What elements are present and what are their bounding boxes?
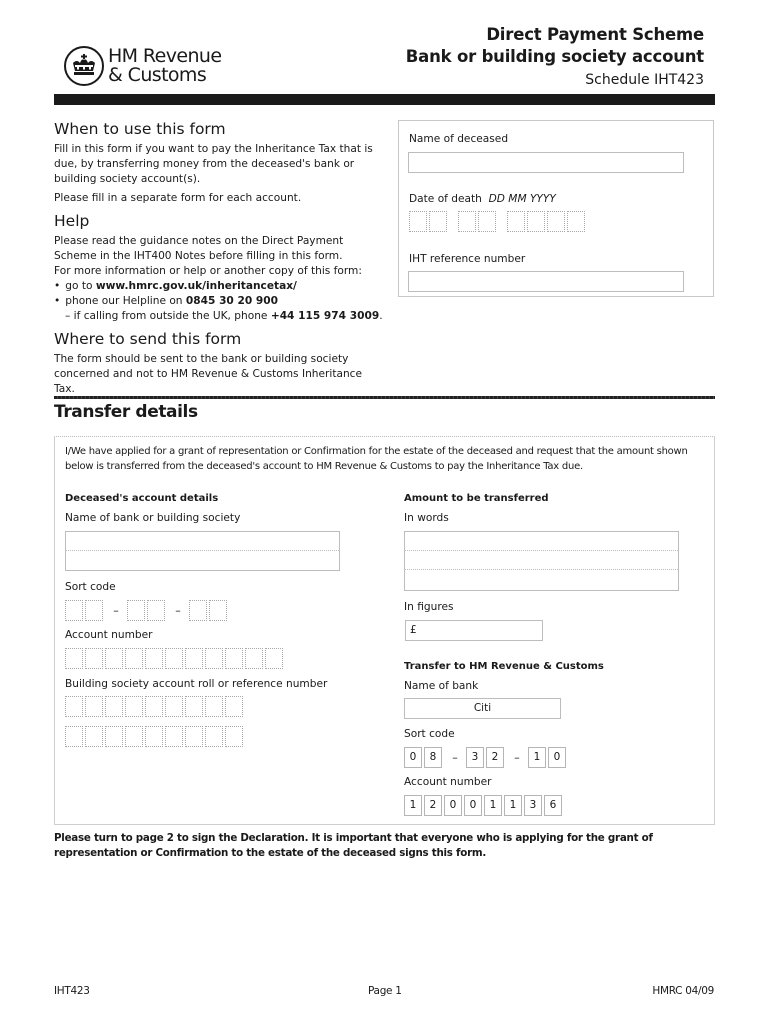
form-title-block (406, 24, 704, 91)
account-number-cell[interactable] (145, 648, 163, 669)
account-digit: 0 (444, 795, 462, 816)
help-phone-prefix: phone our Helpline on (65, 295, 186, 307)
sort-code-separator: – (113, 604, 119, 617)
hmrc-bank-name-field: Citi (404, 698, 561, 719)
amount-figures-label: In figures (404, 601, 454, 613)
roll-reference-cell[interactable] (85, 726, 103, 747)
hmrc-logo (64, 46, 221, 86)
account-digit: 1 (404, 795, 422, 816)
roll-reference-cell[interactable] (165, 726, 183, 747)
deceased-account-number-input[interactable] (65, 648, 285, 669)
date-of-death-text: Date of death (409, 193, 482, 205)
sort-code-cell[interactable] (127, 600, 145, 621)
account-number-cell[interactable] (205, 648, 223, 669)
dod-day-1[interactable] (409, 211, 427, 232)
name-of-deceased-label: Name of deceased (409, 133, 509, 145)
overseas-number: +44 115 974 3009 (270, 310, 380, 322)
hmrc-account-number-label: Account number (404, 776, 492, 788)
roll-reference-cell[interactable] (105, 726, 123, 747)
roll-reference-input-line-1[interactable] (65, 696, 245, 717)
sort-code-cell[interactable] (65, 600, 83, 621)
amount-in-figures-input[interactable] (405, 620, 543, 641)
bank-name-line-2[interactable] (66, 551, 339, 570)
dod-month-2[interactable] (478, 211, 496, 232)
logo-line-2: & Customs (108, 64, 207, 86)
deceased-sort-code-label: Sort code (65, 581, 116, 593)
header-divider (54, 94, 715, 105)
date-of-death-input[interactable] (409, 211, 587, 232)
dod-year-1[interactable] (507, 211, 525, 232)
account-number-cell[interactable] (125, 648, 143, 669)
account-digit: 1 (504, 795, 522, 816)
hmrc-transfer-heading: Transfer to HM Revenue & Customs (404, 661, 604, 672)
help-paragraph-1: Please read the guidance notes on the Direct Payment Scheme in the IHT400 Notes before filling in this form. (54, 235, 344, 262)
sort-code-digit: 8 (424, 747, 442, 768)
info-panel (54, 118, 384, 401)
roll-reference-cell[interactable] (225, 726, 243, 747)
roll-reference-cell[interactable] (205, 696, 223, 717)
overseas-suffix: . (379, 310, 383, 322)
amount-words-line-2[interactable] (405, 551, 678, 570)
roll-reference-cell[interactable] (185, 726, 203, 747)
iht-reference-label: IHT reference number (409, 253, 526, 265)
footer-form-id: IHT423 (54, 985, 90, 997)
logo-line-1: HM Revenue (108, 45, 222, 67)
form-subtitle: Bank or building society account (405, 47, 704, 66)
amount-words-line-1[interactable] (405, 532, 678, 551)
account-number-cell[interactable] (85, 648, 103, 669)
help-web-prefix: go to (65, 280, 96, 292)
amount-in-words-input[interactable] (404, 531, 679, 591)
account-number-cell[interactable] (185, 648, 203, 669)
help-item-overseas (54, 309, 384, 324)
roll-reference-input-line-2[interactable] (65, 726, 245, 747)
dod-year-4[interactable] (567, 211, 585, 232)
bank-name-line-1[interactable] (66, 532, 339, 551)
sort-code-digit: 1 (528, 747, 546, 768)
schedule-label: Schedule IHT423 (585, 72, 704, 88)
account-number-cell[interactable] (225, 648, 243, 669)
transfer-declaration-text: I/We have applied for a grant of representation or Confirmation for the estate of the deceased and request that the amount shown below is transferred from the deceased's account to HM Revenue & Customs to pay the Inheritance Tax due. (65, 446, 688, 472)
dod-year-3[interactable] (547, 211, 565, 232)
help-paragraph-2: For more information or help or another copy of this form: (54, 265, 362, 277)
when-paragraph-2: Please fill in a separate form for each account. (54, 192, 302, 204)
hmrc-website-link[interactable]: www.hmrc.gov.uk/inheritancetax/ (95, 280, 297, 292)
roll-reference-cell[interactable] (125, 726, 143, 747)
account-number-cell[interactable] (265, 648, 283, 669)
section-divider (54, 396, 715, 399)
iht-reference-input[interactable] (408, 271, 684, 292)
roll-reference-cell[interactable] (105, 696, 123, 717)
deceased-bank-name-input[interactable] (65, 531, 340, 571)
account-digit: 6 (544, 795, 562, 816)
hmrc-account-number-field (404, 795, 564, 816)
deceased-account-heading: Deceased's account details (65, 493, 219, 504)
bank-name-label: Name of bank or building society (65, 512, 241, 524)
help-item-web (54, 279, 384, 294)
roll-reference-label: Building society account roll or reference number (65, 678, 328, 690)
deceased-account-number-label: Account number (65, 629, 153, 641)
account-number-cell[interactable] (65, 648, 83, 669)
roll-reference-cell[interactable] (65, 726, 83, 747)
account-number-cell[interactable] (165, 648, 183, 669)
declaration-note: Please turn to page 2 to sign the Declaration. It is important that everyone who is applying for the grant of representation or Confirmation to the estate of the deceased signs this form. (54, 832, 653, 859)
when-heading: When to use this form (54, 120, 226, 138)
where-paragraph: The form should be sent to the bank or building society concerned and not to HM Revenue & Customs Inheritance Tax. (54, 353, 363, 395)
date-format-hint: DD MM YYYY (488, 193, 556, 205)
account-digit: 2 (424, 795, 442, 816)
roll-reference-cell[interactable] (225, 696, 243, 717)
sort-code-cell[interactable] (189, 600, 207, 621)
roll-reference-cell[interactable] (165, 696, 183, 717)
helpline-number: 0845 30 20 900 (185, 295, 279, 307)
sort-code-cell[interactable] (147, 600, 165, 621)
form-title: Direct Payment Scheme (486, 25, 704, 44)
roll-reference-cell[interactable] (145, 726, 163, 747)
crown-crest-icon (64, 46, 104, 86)
dod-year-2[interactable] (527, 211, 545, 232)
roll-reference-cell[interactable] (185, 696, 203, 717)
where-heading: Where to send this form (54, 330, 242, 348)
when-paragraph-1: Fill in this form if you want to pay the Inheritance Tax that is due, by transferring money from the deceased's bank or building society account(s). (54, 143, 373, 185)
transfer-details-heading: Transfer details (54, 402, 198, 422)
help-list (54, 279, 384, 324)
sort-code-digit: 2 (486, 747, 504, 768)
dod-day-2[interactable] (429, 211, 447, 232)
roll-reference-cell[interactable] (65, 696, 83, 717)
sort-code-cell[interactable] (85, 600, 103, 621)
account-digit: 0 (464, 795, 482, 816)
hmrc-sort-code-label: Sort code (404, 728, 455, 740)
account-digit: 3 (524, 795, 542, 816)
name-of-deceased-input[interactable] (408, 152, 684, 173)
deceased-sort-code-input[interactable] (65, 600, 229, 621)
hmrc-sort-code-field (404, 747, 568, 768)
date-of-death-label (409, 192, 556, 206)
sort-code-separator: – (452, 751, 458, 764)
roll-reference-cell[interactable] (145, 696, 163, 717)
dod-month-1[interactable] (458, 211, 476, 232)
account-number-cell[interactable] (105, 648, 123, 669)
sort-code-separator: – (175, 604, 181, 617)
sort-code-cell[interactable] (209, 600, 227, 621)
roll-reference-cell[interactable] (205, 726, 223, 747)
pound-sign: £ (410, 624, 417, 636)
account-number-cell[interactable] (245, 648, 263, 669)
amount-heading: Amount to be transferred (404, 493, 549, 504)
sort-code-digit: 3 (466, 747, 484, 768)
amount-words-line-3[interactable] (405, 570, 678, 589)
help-heading: Help (54, 212, 90, 230)
sort-code-digit: 0 (548, 747, 566, 768)
overseas-prefix: – if calling from outside the UK, phone (65, 310, 271, 322)
roll-reference-cell[interactable] (85, 696, 103, 717)
footer-version: HMRC 04/09 (652, 985, 714, 997)
roll-reference-cell[interactable] (125, 696, 143, 717)
account-digit: 1 (484, 795, 502, 816)
help-item-phone (54, 294, 384, 309)
footer-page-number: Page 1 (368, 985, 402, 997)
amount-words-label: In words (404, 512, 449, 524)
sort-code-digit: 0 (404, 747, 422, 768)
sort-code-separator: – (514, 751, 520, 764)
hmrc-bank-label: Name of bank (404, 680, 479, 692)
